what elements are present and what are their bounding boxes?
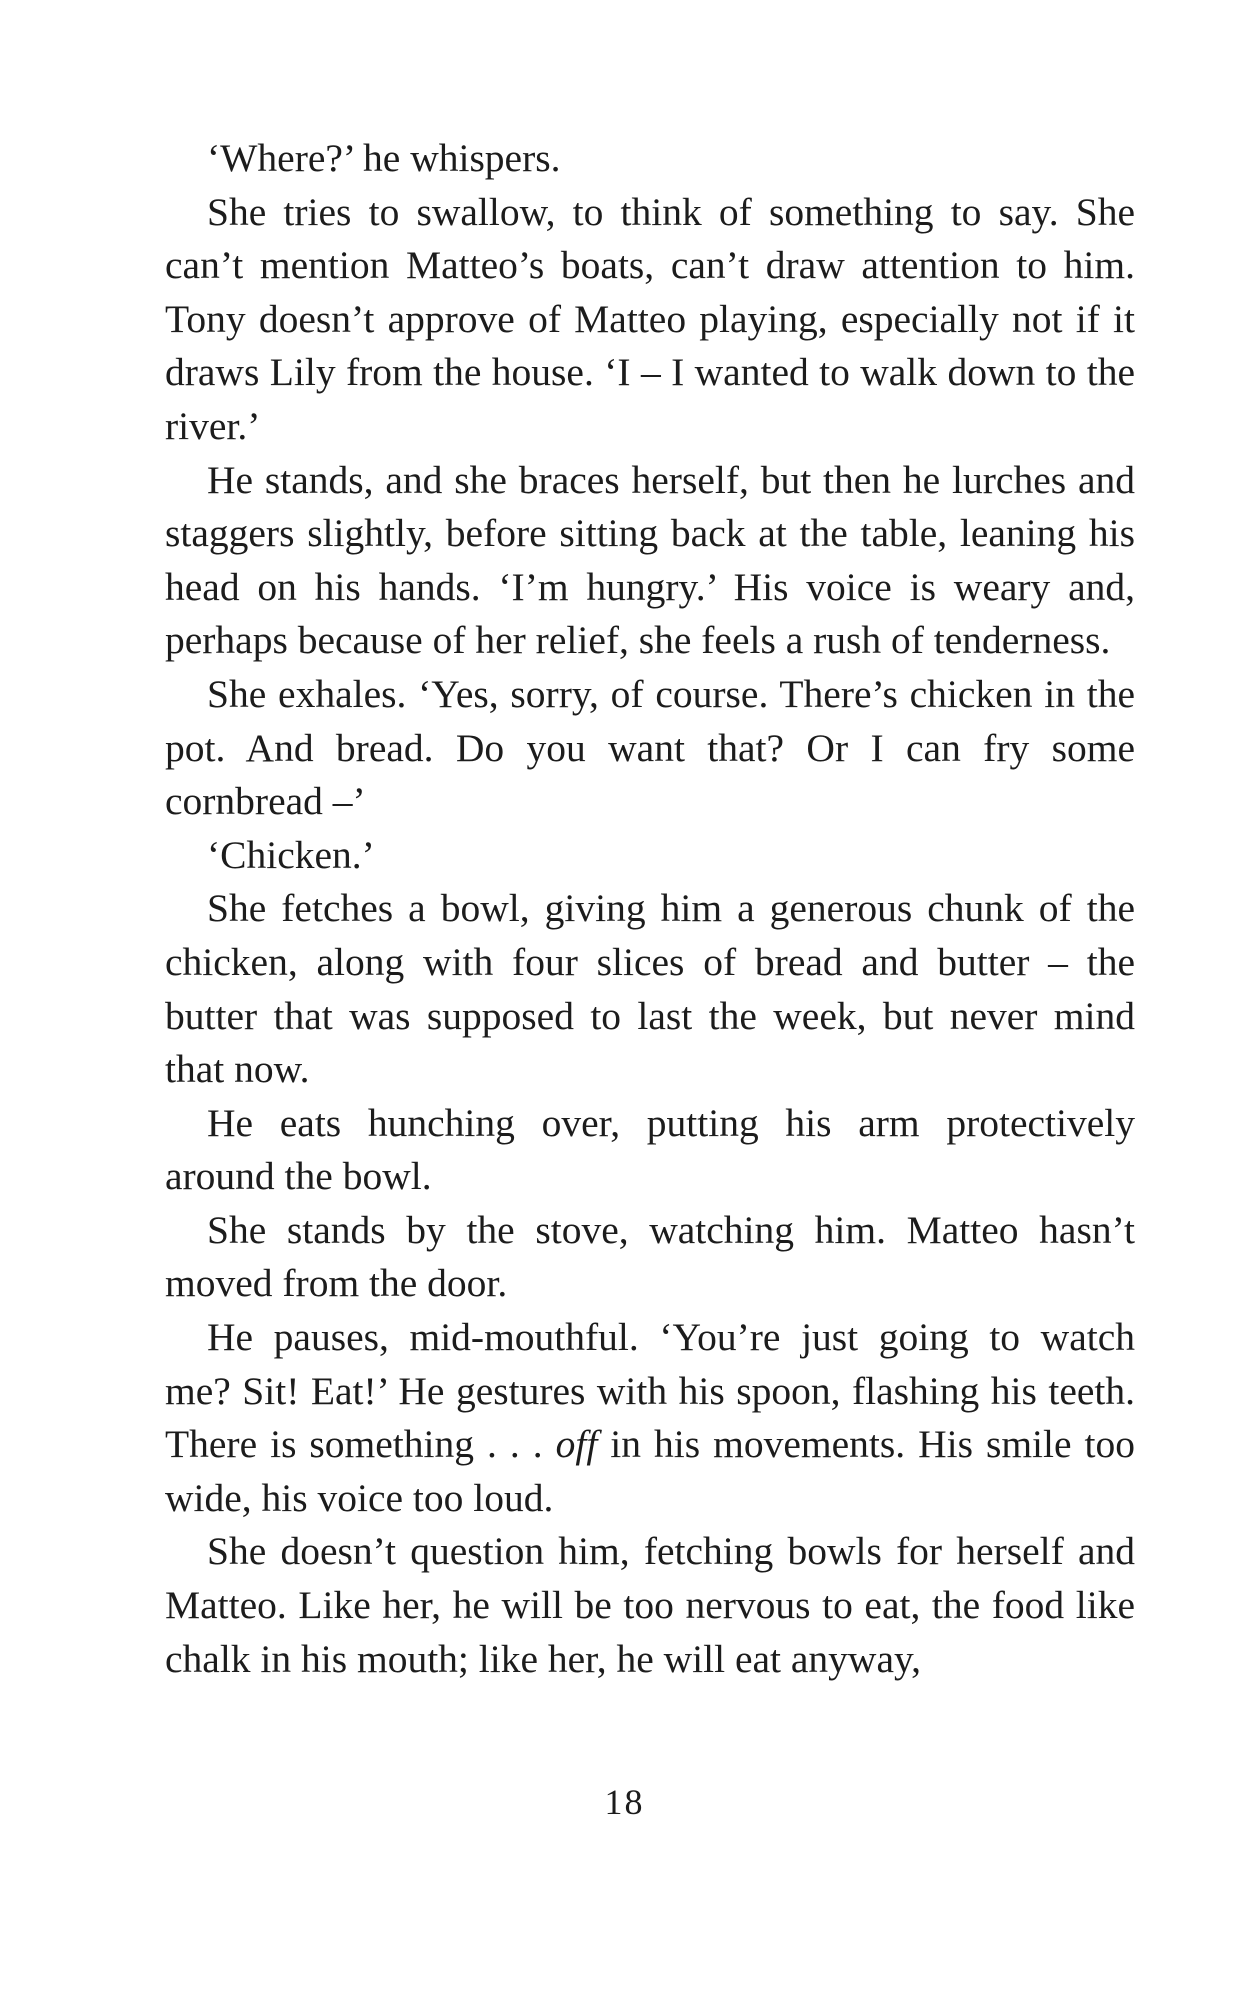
paragraph: ‘Chicken.’ xyxy=(207,832,375,877)
paragraph-text: in his movements. His smile too wide, his voice too loud. xyxy=(165,1422,1135,1520)
paragraph: ‘Where?’ he whispers. xyxy=(207,136,561,180)
paragraph: She fetches a bowl, giving him a generous chunk of the chicken, along with four slices of bread and butter – the butter that was supposed to last the week, but never mind that now. xyxy=(165,886,1135,1092)
paragraph: He stands, and she braces herself, but then he lurches and staggers slightly, before sitting back at the table, leaning his head on his hands. ‘I’m hungry.’ His voice is weary and, perhaps because of her relief, she feels a rush of tenderness. xyxy=(165,457,1135,663)
paragraph: She exhales. ‘Yes, sorry, of course. There’s chicken in the pot. And bread. Do you want that? Or I can fry some cornbread –’ xyxy=(165,671,1135,824)
body-text xyxy=(165,132,1135,1686)
paragraph: She tries to swallow, to think of something to say. She can’t mention Matteo’s boats, can’t draw attention to him. Tony doesn’t approve of Matteo playing, especially not if it draws Lily from the house. ‘I – I wanted to walk down to the river.’ xyxy=(165,189,1135,448)
emphasis-text: off xyxy=(555,1422,598,1467)
paragraph: He eats hunching over, putting his arm protectively around the bowl. xyxy=(165,1100,1135,1199)
paragraph: She doesn’t question him, fetching bowls for herself and Matteo. Like her, he will be too nervous to eat, the food like chalk in his mouth; like her, he will eat anyway, xyxy=(165,1529,1135,1681)
page-number: 18 xyxy=(604,1782,645,1822)
paragraph-text: He pauses, mid-mouthful. ‘You’re just going to watch me? Sit! Eat!’ He gestures with his spoon, flashing his teeth. There is something . . . xyxy=(165,1315,1135,1467)
paragraph xyxy=(165,1311,1135,1525)
paragraph: She stands by the stove, watching him. Matteo hasn’t moved from the door. xyxy=(165,1207,1135,1306)
